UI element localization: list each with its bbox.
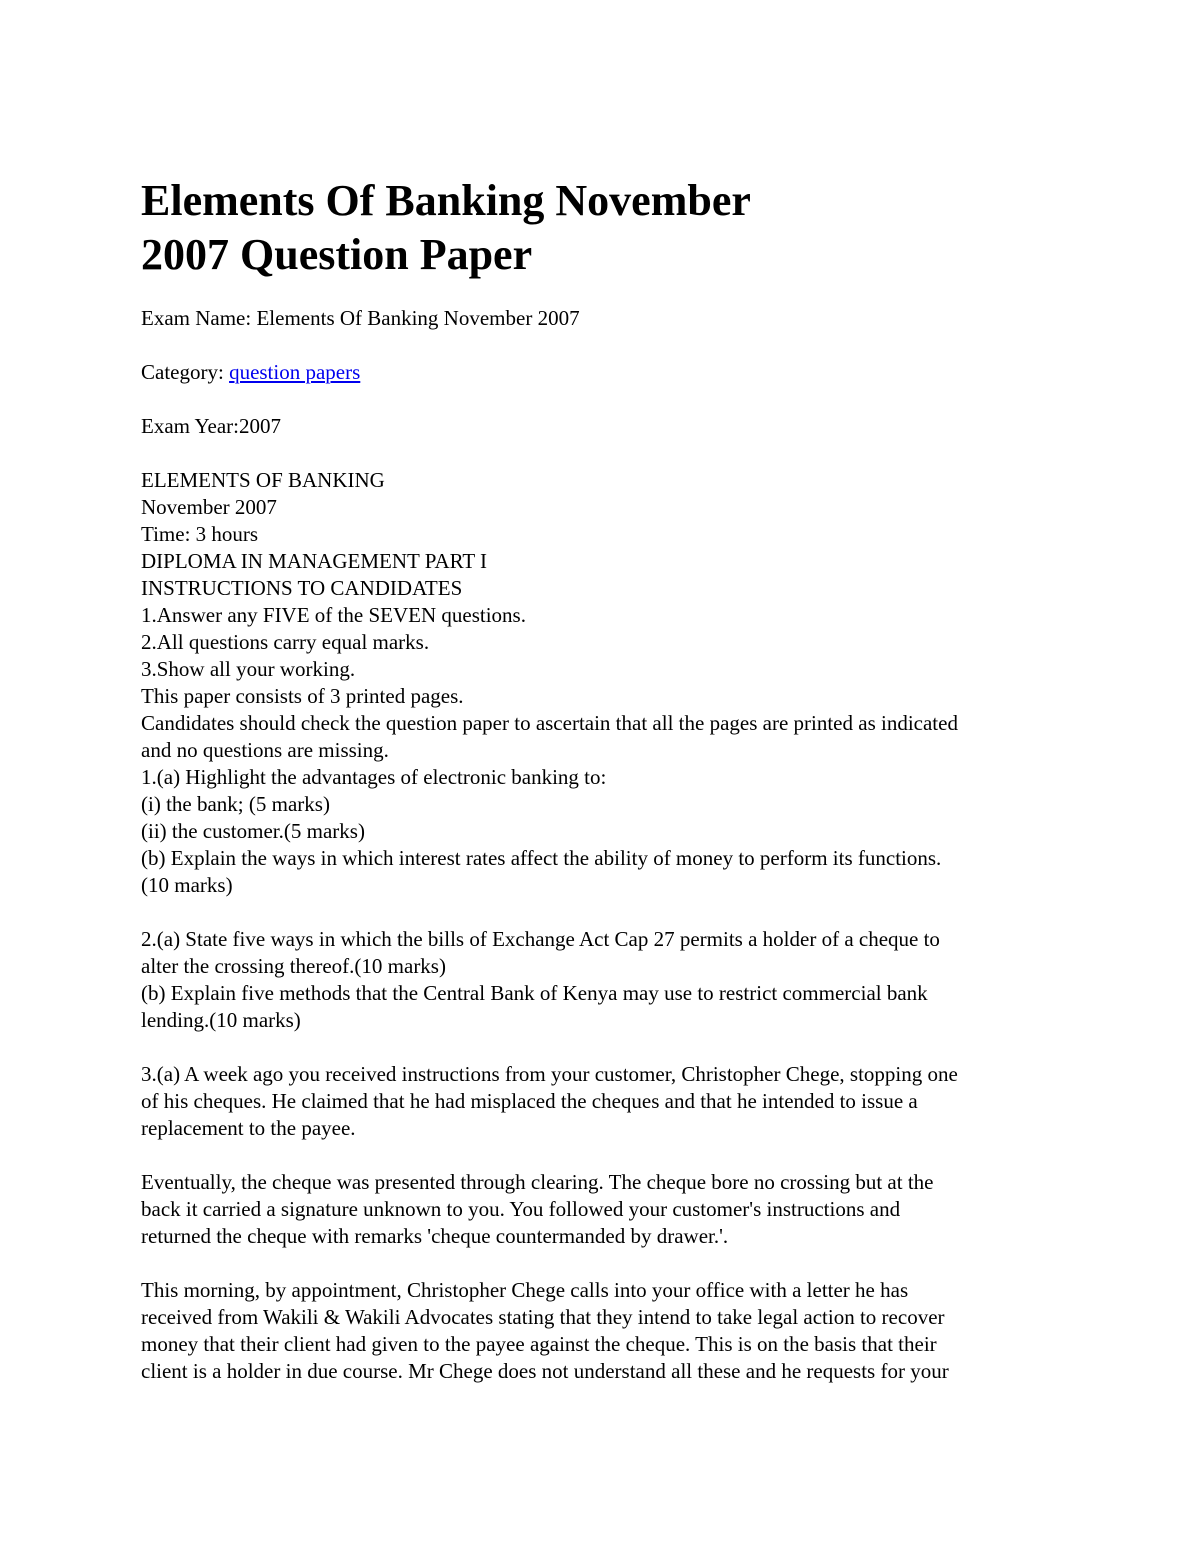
exam-year: Exam Year:2007 [141,414,281,438]
instruction-line: 2.All questions carry equal marks. [141,630,430,654]
exam-name-label: Exam Name: [141,306,257,330]
question-line: lending.(10 marks) [141,1008,301,1032]
header-line: ELEMENTS OF BANKING [141,468,385,492]
header-line: DIPLOMA IN MANAGEMENT PART I [141,549,488,573]
header-line: Time: 3 hours [141,522,259,546]
question-line: (ii) the customer.(5 marks) [141,819,365,843]
question-line: alter the crossing thereof.(10 marks) [141,954,446,978]
question-3-paragraph-3 [141,1277,1071,1385]
question-3-paragraph-1 [141,1061,1071,1142]
question-line: Eventually, the cheque was presented through clearing. The cheque bore no crossing but at the [141,1170,934,1194]
question-line: (i) the bank; (5 marks) [141,792,330,816]
category-label: Category: [141,360,230,384]
category-link[interactable]: question papers [229,360,361,384]
question-line: received from Wakili & Wakili Advocates stating that they intend to take legal action to recover [141,1305,945,1329]
question-line: 1.(a) Highlight the advantages of electronic banking to: [141,765,607,789]
exam-name-value: Elements Of Banking November 2007 [256,306,580,330]
question-line: client is a holder in due course. Mr Chege does not understand all these and he requests for your [141,1359,949,1383]
question-line: This morning, by appointment, Christopher Chege calls into your office with a letter he has [141,1278,909,1302]
title-line-2: 2007 Question Paper [141,230,533,279]
question-line: 2.(a) State five ways in which the bills of Exchange Act Cap 27 permits a holder of a cheque to [141,927,940,951]
question-line: (b) Explain five methods that the Central Bank of Kenya may use to restrict commercial bank [141,981,928,1005]
title-line-1: Elements Of Banking November [141,176,751,225]
question-line: replacement to the payee. [141,1116,356,1140]
instruction-line: 3.Show all your working. [141,657,356,681]
header-line: Candidates should check the question paper to ascertain that all the pages are printed as indicated [141,711,958,735]
question-1 [141,764,1071,899]
page-title [141,174,1071,282]
document-page [141,174,1071,1385]
question-3-paragraph-2 [141,1169,1071,1250]
header-line: November 2007 [141,495,277,519]
question-line: 3.(a) A week ago you received instructions from your customer, Christopher Chege, stopping one [141,1062,958,1086]
header-line: This paper consists of 3 printed pages. [141,684,464,708]
question-line: returned the cheque with remarks 'cheque countermanded by drawer.'. [141,1224,729,1248]
exam-name-row [141,305,1071,332]
category-row [141,359,1071,386]
header-line: INSTRUCTIONS TO CANDIDATES [141,576,463,600]
question-line: back it carried a signature unknown to you. You followed your customer's instructions and [141,1197,901,1221]
question-line: (10 marks) [141,873,233,897]
header-line: and no questions are missing. [141,738,389,762]
question-line: of his cheques. He claimed that he had misplaced the cheques and that he intended to issue a [141,1089,918,1113]
exam-header-block [141,467,1071,764]
question-2 [141,926,1071,1034]
question-line: money that their client had given to the payee against the cheque. This is on the basis that their [141,1332,937,1356]
instruction-line: 1.Answer any FIVE of the SEVEN questions. [141,603,526,627]
question-line: (b) Explain the ways in which interest rates affect the ability of money to perform its functions. [141,846,942,870]
document-body [141,305,1071,1385]
